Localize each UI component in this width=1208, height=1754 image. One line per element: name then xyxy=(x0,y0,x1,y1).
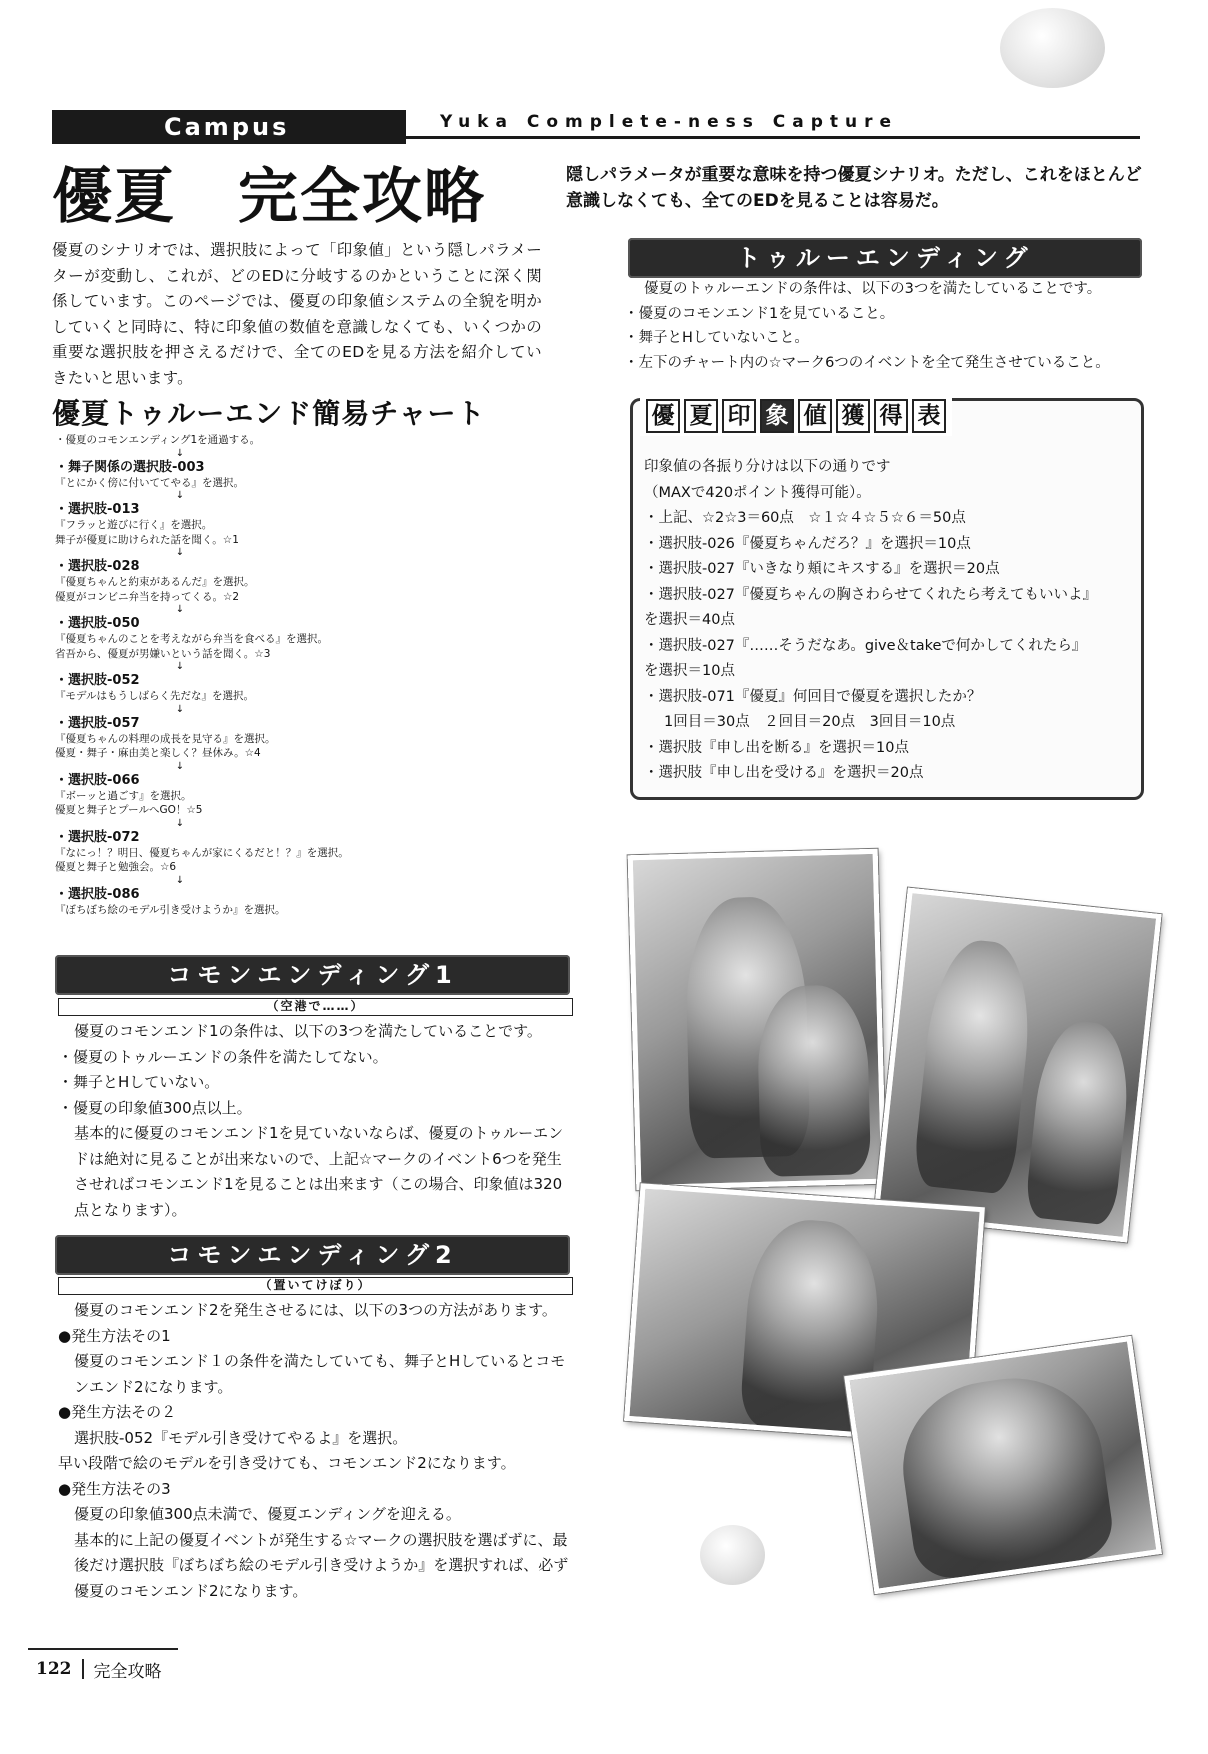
points-title-char: 優 xyxy=(646,399,680,433)
common-ending-2-paragraph: ●発生方法その1 xyxy=(58,1326,171,1345)
flow-step-text: 舞子が優夏に助けられた話を聞く。☆1 xyxy=(55,533,239,546)
common-ending-2-paragraph: 基本的に上記の優夏イベントが発生する☆マークの選択肢を選ばずに、最後だけ選択肢『ぼちぼち絵のモデル引き受けようか』を選択すれば、必ず優夏のコモンエンド2になります。 xyxy=(74,1530,569,1600)
points-table-body xyxy=(644,455,1139,787)
flow-step xyxy=(55,772,535,818)
true-ending-line: 優夏のトゥルーエンドの条件は、以下の3つを満たしていることです。 xyxy=(644,281,1102,297)
page-title: 優夏 完全攻略 xyxy=(52,162,486,232)
flow-step-label: ・選択肢-057 xyxy=(55,715,140,731)
common-ending-2-paragraph: ●発生方法その２ xyxy=(58,1403,177,1421)
flow-step xyxy=(55,715,535,761)
page-number: 122 xyxy=(30,1659,84,1679)
flow-step-label: ・選択肢-072 xyxy=(55,829,140,845)
points-line: ・選択肢-071『優夏』何回目で優夏を選択したか？ xyxy=(644,688,982,705)
decorative-cloud-top xyxy=(1000,8,1105,88)
common-ending-1-paragraph: ・優夏の印象値300点以上。 xyxy=(58,1098,252,1117)
true-ending-line: ・左下のチャート内の☆マーク6つのイベントを全て発生させていること。 xyxy=(624,354,1110,371)
flow-arrow: ↓ xyxy=(175,874,185,886)
header-underline xyxy=(402,136,1140,139)
points-title-char: 象 xyxy=(760,399,794,433)
points-title-char: 印 xyxy=(722,399,756,433)
points-line: 1回目＝30点 ２回目＝20点 3回目＝10点 xyxy=(664,714,956,730)
points-title-char: 夏 xyxy=(684,399,718,433)
flow-step-text: 優夏と舞子とプールへGO！☆5 xyxy=(55,804,203,816)
flow-step-text: 『優夏ちゃんと約束があるんだ』を選択。 xyxy=(55,576,255,588)
common-ending-1-paragraph: 優夏のコモンエンド1の条件は、以下の3つを満たしていることです。 xyxy=(74,1022,542,1040)
flow-arrow: ↓ xyxy=(175,547,185,558)
points-line: ・選択肢『申し出を断る』を選択＝10点 xyxy=(644,739,909,756)
footer-label: 完全攻略 xyxy=(93,1661,162,1682)
points-line: 印象値の各振り分けは以下の通りです xyxy=(644,459,891,475)
flow-step xyxy=(55,829,535,875)
illustration-airport xyxy=(628,849,887,1190)
illustration-figure xyxy=(756,984,871,1177)
flow-step-label: ・選択肢-013 xyxy=(55,502,140,517)
common-ending-1-paragraph: 基本的に優夏のコモンエンド1を見ていないならば、優夏のトゥルーエンドは絶対に見ることが出来ないので、上記☆マークのイベント6つを発生させればコモンエンド1を見ることは出来ます（この場合、印象値は320点となります）。 xyxy=(74,1124,564,1219)
flow-arrow: ↓ xyxy=(175,490,185,501)
points-title-char: 得 xyxy=(874,399,908,433)
flow-step-text: 『ぼちぼち絵のモデル引き受けようか』を選択。 xyxy=(55,903,286,916)
common-ending-2-paragraph: ●発生方法その3 xyxy=(58,1479,171,1498)
common-ending-1-heading: コモンエンディング1 xyxy=(55,955,570,995)
points-line: ・上記、☆2☆3＝60点 ☆１☆４☆５☆６＝50点 xyxy=(644,510,966,526)
flow-arrow: ↓ xyxy=(175,604,185,615)
flow-step-label: ・選択肢-050 xyxy=(55,616,140,631)
points-line: ・選択肢-026『優夏ちゃんだろ？』を選択＝10点 xyxy=(644,535,971,552)
illustration-figure xyxy=(892,1367,1116,1583)
points-title-char: 値 xyxy=(798,399,832,433)
points-line: ・選択肢『申し出を受ける』を選択＝20点 xyxy=(644,765,924,781)
flow-step-text: 優夏・舞子・麻由美と楽しく？昼休み。☆4 xyxy=(55,747,261,759)
flow-step-text: 優夏がコンビニ弁当を持ってくる。☆2 xyxy=(55,590,240,603)
flow-step-text: 『とにかく傍に付いててやる』を選択。 xyxy=(55,476,244,489)
flow-step xyxy=(55,558,535,604)
flow-step-text: 『優夏ちゃんのことを考えながら弁当を食べる』を選択。 xyxy=(55,633,328,645)
flow-step xyxy=(55,615,535,661)
flow-arrow: ↓ xyxy=(175,661,185,672)
common-ending-2-body xyxy=(58,1298,576,1604)
flow-step-text: 優夏と舞子と勉強会。☆6 xyxy=(55,861,177,873)
intro-text: 優夏のシナリオでは、選択肢によって「印象値」という隠しパラメーターが変動し、これが、どのEDに分岐するのかということに深く関係しています。このページでは、優夏の印象値システムの全貌を明かしていくと同時に、特に印象値の数値を意識しなくても、いくつかの重要な選択肢を押さえるだけで、全てのEDを見る方法を紹介していきたいと思います。 xyxy=(52,241,542,387)
points-line: を選択＝10点 xyxy=(644,663,735,679)
flow-arrow: ↓ xyxy=(175,447,185,459)
flow-step-text: 『なにっ！？明日、優夏ちゃんが家にくるだと！？』を選択。 xyxy=(55,846,349,859)
common-ending-2-subtitle: （置いてけぼり） xyxy=(58,1277,573,1295)
common-ending-2-paragraph: 優夏の印象値300点未満で、優夏エンディングを迎える。 xyxy=(74,1505,461,1523)
chart-title: 優夏トゥルーエンド簡易チャート xyxy=(52,397,486,430)
points-line: ・選択肢-027『いきなり頬にキスする』を選択＝20点 xyxy=(644,561,1000,577)
illustration-figure xyxy=(1024,1018,1134,1226)
points-line: を選択＝40点 xyxy=(644,612,735,628)
points-line: （MAXで420ポイント獲得可能）。 xyxy=(644,484,871,501)
flow-step-label: ・選択肢-066 xyxy=(55,772,140,788)
section-label: Campus xyxy=(52,110,402,144)
flow-step-text: 『優夏ちゃんの料理の成長を見守る』を選択。 xyxy=(55,732,276,745)
true-ending-line: ・優夏のコモンエンド1を見ていること。 xyxy=(624,305,895,322)
page-header xyxy=(52,110,1140,144)
flow-arrow: ↓ xyxy=(175,703,185,715)
illustration-figure xyxy=(912,936,1038,1195)
flow-step xyxy=(55,459,535,491)
flow-step xyxy=(55,501,535,547)
flow-step-text: 省吾から、優夏が男嫌いという話を聞く。☆3 xyxy=(55,647,271,660)
header-subtitle: Yuka Complete-ness Capture xyxy=(440,112,899,132)
page-footer xyxy=(30,1652,162,1686)
decorative-cloud-bottom xyxy=(700,1525,765,1585)
common-ending-1-paragraph: ・優夏のトゥルーエンドの条件を満たしてない。 xyxy=(58,1047,388,1066)
illustration-pool xyxy=(873,888,1161,1243)
points-title-char: 表 xyxy=(912,399,946,433)
flow-step xyxy=(55,886,535,918)
flow-step-label: ・選択肢-086 xyxy=(55,886,140,902)
true-ending-heading: トゥルーエンディング xyxy=(628,238,1142,278)
common-ending-2-paragraph: 早い段階で絵のモデルを引き受けても、コモンエンド2になります。 xyxy=(58,1454,516,1472)
flow-step-text: 『ボーッと過ごす』を選択。 xyxy=(55,789,192,802)
true-end-flow-chart xyxy=(55,433,535,917)
flow-step-label: ・選択肢-028 xyxy=(55,559,140,574)
points-title-char: 獲 xyxy=(836,399,870,433)
flow-step-label: ・選択肢-052 xyxy=(55,673,140,688)
common-ending-1-body xyxy=(58,1019,576,1223)
true-ending-line: ・舞子とHしていないこと。 xyxy=(624,330,809,346)
lead-text: 隠しパラメータが重要な意味を持つ優夏シナリオ。ただし、これをほとんど意識しなくても、全てのEDを見ることは容易だ。 xyxy=(566,165,1142,211)
flow-step-label: ・舞子関係の選択肢-003 xyxy=(55,459,205,475)
common-ending-2-paragraph: 優夏のコモンエンド2を発生させるには、以下の3つの方法があります。 xyxy=(74,1301,557,1319)
common-ending-2-heading: コモンエンディング2 xyxy=(55,1235,570,1275)
points-line: ・選択肢-027『優夏ちゃんの胸さわらせてくれたら考えてもいいよ』 xyxy=(644,586,1097,603)
true-ending-conditions xyxy=(624,277,1148,375)
illustration-closeup xyxy=(844,1336,1162,1594)
points-table-title xyxy=(640,396,952,436)
points-line: ・選択肢-027『……そうだなあ。give＆takeで何かしてくれたら』 xyxy=(644,637,1087,654)
common-ending-1-subtitle: （空港で……） xyxy=(58,998,573,1016)
flow-step-text: 『モデルはもうしばらく先だな』を選択。 xyxy=(55,690,254,702)
flow-start-text: ・優夏のコモンエンディング1を通過する。 xyxy=(55,434,261,446)
flow-step-text: 『フラッと遊びに行く』を選択。 xyxy=(55,519,213,531)
flow-arrow: ↓ xyxy=(175,760,185,772)
flow-start xyxy=(55,433,535,448)
common-ending-2-paragraph: 選択肢-052『モデル引き受けてやるよ』を選択。 xyxy=(74,1428,408,1447)
footer-rule xyxy=(28,1648,178,1650)
flow-arrow: ↓ xyxy=(175,817,185,829)
common-ending-1-paragraph: ・舞子とHしていない。 xyxy=(58,1073,220,1091)
common-ending-2-paragraph: 優夏のコモンエンド１の条件を満たしていても、舞子とHしているとコモンエンド2になります。 xyxy=(74,1352,566,1396)
flow-step xyxy=(55,672,535,704)
